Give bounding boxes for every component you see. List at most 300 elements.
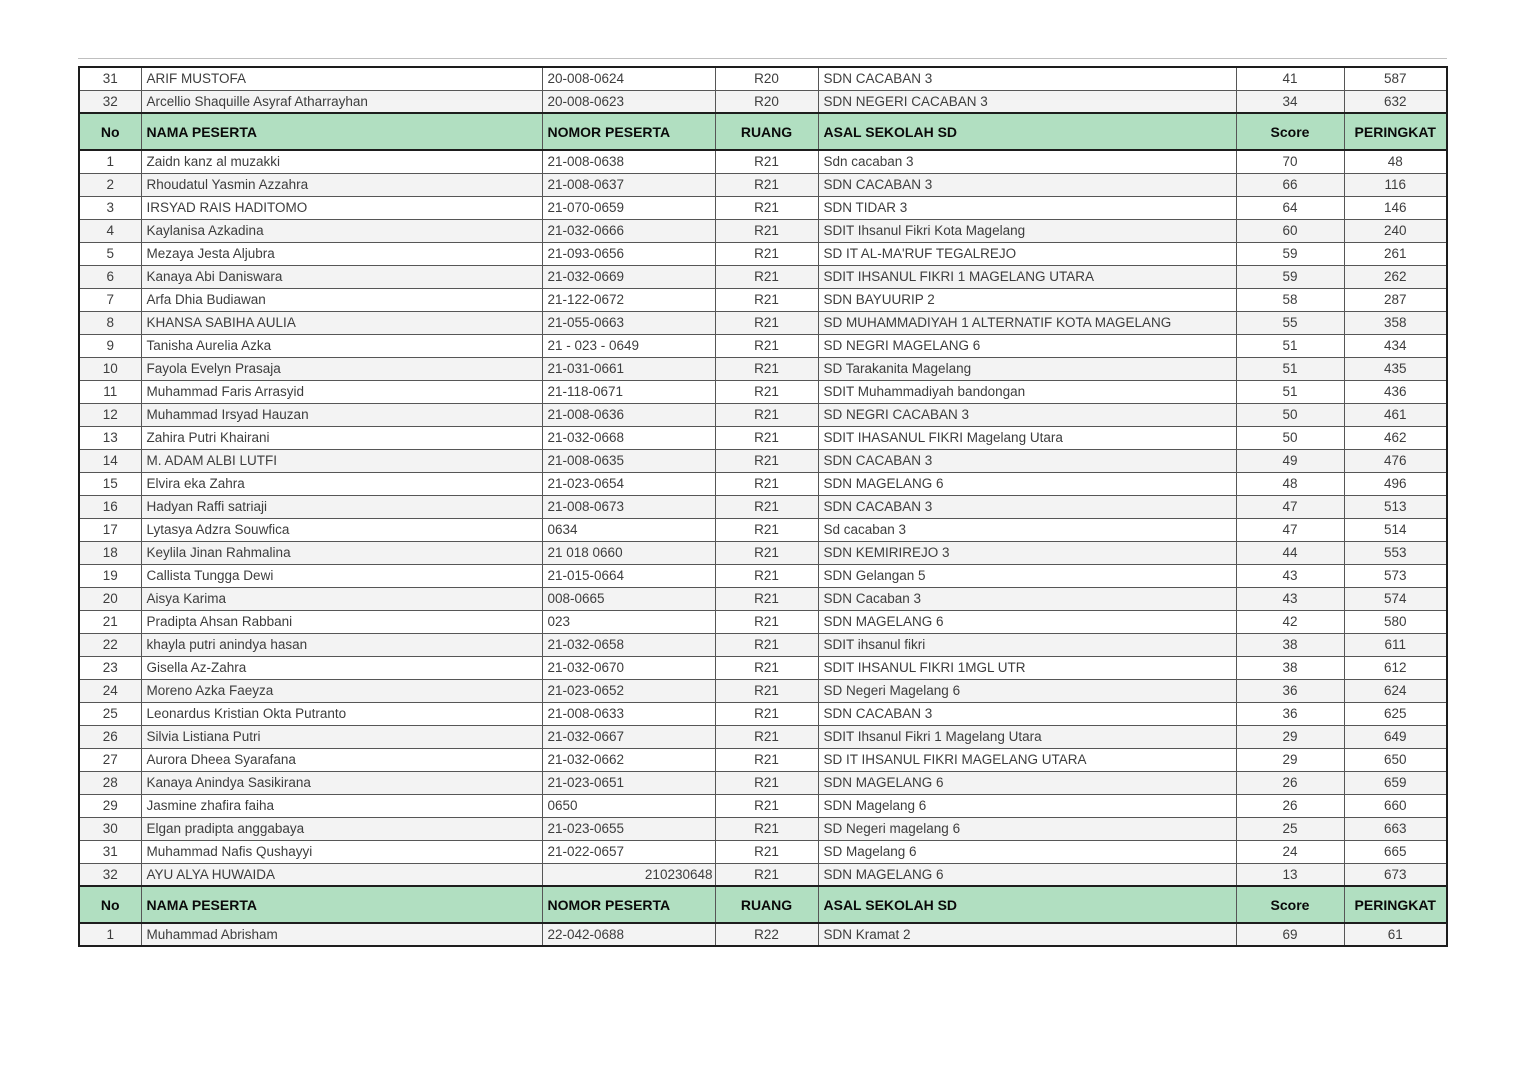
cell-asal: SDIT Ihsanul Fikri Kota Magelang [818, 219, 1236, 242]
cell-asal: SD Negeri Magelang 6 [818, 679, 1236, 702]
cell-ruang: R20 [715, 90, 818, 113]
cell-no: 13 [79, 426, 141, 449]
cell-nomor: 21-008-0673 [542, 495, 715, 518]
cell-asal: SDN MAGELANG 6 [818, 610, 1236, 633]
table-row [79, 265, 1447, 288]
cell-nomor: 21-008-0635 [542, 449, 715, 472]
cell-peringkat: 573 [1344, 564, 1447, 587]
cell-no: 28 [79, 771, 141, 794]
cell-ruang: R21 [715, 587, 818, 610]
column-header-score: Score [1236, 113, 1344, 150]
cell-nomor: 21-023-0655 [542, 817, 715, 840]
cell-nama: Mezaya Jesta Aljubra [141, 242, 542, 265]
cell-peringkat: 434 [1344, 334, 1447, 357]
cell-asal: SDN NEGERI CACABAN 3 [818, 90, 1236, 113]
cell-nama: Pradipta Ahsan Rabbani [141, 610, 542, 633]
cell-asal: SDN BAYUURIP 2 [818, 288, 1236, 311]
cell-asal: SD Tarakanita Magelang [818, 357, 1236, 380]
cell-nama: Zahira Putri Khairani [141, 426, 542, 449]
cell-peringkat: 659 [1344, 771, 1447, 794]
cell-nomor: 21-008-0633 [542, 702, 715, 725]
table-row [79, 702, 1447, 725]
cell-ruang: R21 [715, 610, 818, 633]
cell-nama: IRSYAD RAIS HADITOMO [141, 196, 542, 219]
cell-asal: SDIT ihsanul fikri [818, 633, 1236, 656]
cell-nama: Tanisha Aurelia Azka [141, 334, 542, 357]
cell-asal: SD IT IHSANUL FIKRI MAGELANG UTARA [818, 748, 1236, 771]
cell-score: 44 [1236, 541, 1344, 564]
cell-peringkat: 649 [1344, 725, 1447, 748]
cell-no: 1 [79, 923, 141, 946]
cell-no: 30 [79, 817, 141, 840]
cell-peringkat: 476 [1344, 449, 1447, 472]
cell-no: 25 [79, 702, 141, 725]
cell-ruang: R21 [715, 702, 818, 725]
table-row [79, 288, 1447, 311]
cell-peringkat: 624 [1344, 679, 1447, 702]
cell-nomor: 21-031-0661 [542, 357, 715, 380]
cell-ruang: R22 [715, 923, 818, 946]
column-header-no: No [79, 886, 141, 923]
cell-nama: Elgan pradipta anggabaya [141, 817, 542, 840]
cell-nama: Muhammad Nafis Qushayyi [141, 840, 542, 863]
results-table-container [78, 66, 1447, 947]
cell-no: 31 [79, 67, 141, 90]
cell-peringkat: 48 [1344, 150, 1447, 173]
cell-ruang: R21 [715, 656, 818, 679]
cell-peringkat: 632 [1344, 90, 1447, 113]
cell-nomor: 21-032-0670 [542, 656, 715, 679]
column-header-asal: ASAL SEKOLAH SD [818, 113, 1236, 150]
cell-peringkat: 261 [1344, 242, 1447, 265]
cell-ruang: R21 [715, 863, 818, 886]
table-row [79, 518, 1447, 541]
cell-nama: khayla putri anindya hasan [141, 633, 542, 656]
cell-nama: Silvia Listiana Putri [141, 725, 542, 748]
cell-nama: Lytasya Adzra Souwfica [141, 518, 542, 541]
cell-nomor: 21-023-0654 [542, 472, 715, 495]
cell-score: 29 [1236, 725, 1344, 748]
table-top-hairline [78, 58, 1447, 59]
table-row [79, 449, 1447, 472]
cell-nama: Rhoudatul Yasmin Azzahra [141, 173, 542, 196]
cell-score: 36 [1236, 702, 1344, 725]
cell-no: 20 [79, 587, 141, 610]
cell-peringkat: 461 [1344, 403, 1447, 426]
cell-no: 5 [79, 242, 141, 265]
cell-ruang: R21 [715, 242, 818, 265]
cell-no: 29 [79, 794, 141, 817]
cell-score: 64 [1236, 196, 1344, 219]
cell-score: 60 [1236, 219, 1344, 242]
table-row [79, 403, 1447, 426]
cell-no: 6 [79, 265, 141, 288]
cell-nomor: 21-032-0669 [542, 265, 715, 288]
cell-no: 23 [79, 656, 141, 679]
table-row [79, 564, 1447, 587]
column-header-nama: NAMA PESERTA [141, 886, 542, 923]
table-row [79, 90, 1447, 113]
cell-asal: Sdn cacaban 3 [818, 150, 1236, 173]
cell-ruang: R21 [715, 564, 818, 587]
cell-peringkat: 663 [1344, 817, 1447, 840]
cell-score: 55 [1236, 311, 1344, 334]
cell-nama: Muhammad Faris Arrasyid [141, 380, 542, 403]
cell-peringkat: 650 [1344, 748, 1447, 771]
table-row [79, 610, 1447, 633]
header-row [79, 886, 1447, 923]
cell-nomor: 21-008-0638 [542, 150, 715, 173]
cell-asal: SDIT Muhammadiyah bandongan [818, 380, 1236, 403]
section-ruang-r22 [79, 886, 1447, 946]
cell-peringkat: 580 [1344, 610, 1447, 633]
cell-score: 51 [1236, 357, 1344, 380]
cell-score: 34 [1236, 90, 1344, 113]
column-header-nomor: NOMOR PESERTA [542, 113, 715, 150]
cell-no: 31 [79, 840, 141, 863]
cell-peringkat: 660 [1344, 794, 1447, 817]
cell-asal: SDN CACABAN 3 [818, 67, 1236, 90]
cell-nama: Kanaya Abi Daniswara [141, 265, 542, 288]
cell-score: 13 [1236, 863, 1344, 886]
cell-nomor: 21 018 0660 [542, 541, 715, 564]
column-header-nomor: NOMOR PESERTA [542, 886, 715, 923]
cell-nama: Leonardus Kristian Okta Putranto [141, 702, 542, 725]
cell-score: 50 [1236, 426, 1344, 449]
cell-ruang: R21 [715, 173, 818, 196]
cell-score: 43 [1236, 564, 1344, 587]
table-row [79, 426, 1447, 449]
column-header-peringkat: PERINGKAT [1344, 113, 1447, 150]
cell-nama: Zaidn kanz al muzakki [141, 150, 542, 173]
cell-nomor: 21-032-0662 [542, 748, 715, 771]
cell-ruang: R21 [715, 380, 818, 403]
cell-nama: AYU ALYA HUWAIDA [141, 863, 542, 886]
cell-nama: Aisya Karima [141, 587, 542, 610]
cell-score: 47 [1236, 495, 1344, 518]
cell-score: 49 [1236, 449, 1344, 472]
cell-nomor: 0650 [542, 794, 715, 817]
cell-no: 16 [79, 495, 141, 518]
cell-asal: SDN Kramat 2 [818, 923, 1236, 946]
cell-ruang: R21 [715, 196, 818, 219]
column-header-peringkat: PERINGKAT [1344, 886, 1447, 923]
cell-score: 58 [1236, 288, 1344, 311]
column-header-ruang: RUANG [715, 113, 818, 150]
cell-score: 47 [1236, 518, 1344, 541]
cell-no: 24 [79, 679, 141, 702]
table-row [79, 357, 1447, 380]
table-row [79, 923, 1447, 946]
table-row [79, 725, 1447, 748]
table-row [79, 67, 1447, 90]
cell-ruang: R21 [715, 840, 818, 863]
cell-no: 22 [79, 633, 141, 656]
column-header-asal: ASAL SEKOLAH SD [818, 886, 1236, 923]
table-row [79, 863, 1447, 886]
cell-peringkat: 496 [1344, 472, 1447, 495]
cell-peringkat: 287 [1344, 288, 1447, 311]
cell-ruang: R21 [715, 357, 818, 380]
cell-no: 27 [79, 748, 141, 771]
cell-ruang: R21 [715, 541, 818, 564]
cell-nomor: 21-122-0672 [542, 288, 715, 311]
cell-peringkat: 262 [1344, 265, 1447, 288]
cell-nomor: 21-070-0659 [542, 196, 715, 219]
cell-nomor: 21-093-0656 [542, 242, 715, 265]
column-header-ruang: RUANG [715, 886, 818, 923]
cell-ruang: R21 [715, 771, 818, 794]
cell-asal: SDN KEMIRIREJO 3 [818, 541, 1236, 564]
table-row [79, 771, 1447, 794]
cell-ruang: R21 [715, 817, 818, 840]
cell-score: 43 [1236, 587, 1344, 610]
cell-nama: Kaylanisa Azkadina [141, 219, 542, 242]
cell-no: 4 [79, 219, 141, 242]
cell-ruang: R21 [715, 219, 818, 242]
header-row [79, 113, 1447, 150]
table-row [79, 679, 1447, 702]
cell-ruang: R21 [715, 426, 818, 449]
cell-nomor: 210230648 [542, 863, 715, 886]
cell-score: 26 [1236, 771, 1344, 794]
cell-nomor: 21-032-0667 [542, 725, 715, 748]
cell-nomor: 21-118-0671 [542, 380, 715, 403]
cell-peringkat: 612 [1344, 656, 1447, 679]
cell-asal: SDIT IHSANUL FIKRI 1 MAGELANG UTARA [818, 265, 1236, 288]
cell-no: 9 [79, 334, 141, 357]
cell-peringkat: 574 [1344, 587, 1447, 610]
cell-nama: Muhammad Irsyad Hauzan [141, 403, 542, 426]
table-row [79, 196, 1447, 219]
table-row [79, 380, 1447, 403]
cell-ruang: R21 [715, 449, 818, 472]
cell-ruang: R21 [715, 288, 818, 311]
cell-nama: Muhammad Abrisham [141, 923, 542, 946]
cell-peringkat: 611 [1344, 633, 1447, 656]
cell-ruang: R21 [715, 403, 818, 426]
cell-nama: ARIF MUSTOFA [141, 67, 542, 90]
section-ruang-r21 [79, 113, 1447, 886]
cell-no: 11 [79, 380, 141, 403]
section-ruang-r20-tail [79, 67, 1447, 113]
cell-score: 25 [1236, 817, 1344, 840]
cell-asal: SD NEGRI MAGELANG 6 [818, 334, 1236, 357]
cell-asal: SD IT AL-MA'RUF TEGALREJO [818, 242, 1236, 265]
cell-nama: M. ADAM ALBI LUTFI [141, 449, 542, 472]
cell-nama: Elvira eka Zahra [141, 472, 542, 495]
cell-nama: Arfa Dhia Budiawan [141, 288, 542, 311]
cell-no: 18 [79, 541, 141, 564]
cell-nama: Fayola Evelyn Prasaja [141, 357, 542, 380]
column-header-score: Score [1236, 886, 1344, 923]
cell-asal: SDN CACABAN 3 [818, 702, 1236, 725]
table-row [79, 150, 1447, 173]
cell-asal: SD MUHAMMADIYAH 1 ALTERNATIF KOTA MAGELANG [818, 311, 1236, 334]
cell-score: 41 [1236, 67, 1344, 90]
results-table [78, 66, 1448, 947]
cell-nama: Jasmine zhafira faiha [141, 794, 542, 817]
cell-peringkat: 240 [1344, 219, 1447, 242]
cell-score: 59 [1236, 265, 1344, 288]
cell-asal: SDIT IHSANUL FIKRI 1MGL UTR [818, 656, 1236, 679]
cell-score: 50 [1236, 403, 1344, 426]
cell-nomor: 023 [542, 610, 715, 633]
cell-ruang: R21 [715, 334, 818, 357]
cell-nama: Hadyan Raffi satriaji [141, 495, 542, 518]
cell-no: 1 [79, 150, 141, 173]
column-header-nama: NAMA PESERTA [141, 113, 542, 150]
cell-no: 32 [79, 863, 141, 886]
table-row [79, 334, 1447, 357]
cell-peringkat: 513 [1344, 495, 1447, 518]
table-row [79, 311, 1447, 334]
cell-nama: Moreno Azka Faeyza [141, 679, 542, 702]
table-row [79, 587, 1447, 610]
cell-nomor: 0634 [542, 518, 715, 541]
cell-ruang: R21 [715, 472, 818, 495]
cell-ruang: R21 [715, 679, 818, 702]
cell-nomor: 20-008-0623 [542, 90, 715, 113]
cell-ruang: R21 [715, 633, 818, 656]
cell-score: 38 [1236, 633, 1344, 656]
cell-peringkat: 116 [1344, 173, 1447, 196]
table-row [79, 748, 1447, 771]
cell-asal: SDN Gelangan 5 [818, 564, 1236, 587]
cell-peringkat: 587 [1344, 67, 1447, 90]
cell-no: 32 [79, 90, 141, 113]
cell-nomor: 21-032-0668 [542, 426, 715, 449]
cell-peringkat: 665 [1344, 840, 1447, 863]
table-row [79, 541, 1447, 564]
cell-peringkat: 625 [1344, 702, 1447, 725]
table-row [79, 840, 1447, 863]
column-header-no: No [79, 113, 141, 150]
cell-nomor: 21-008-0637 [542, 173, 715, 196]
cell-asal: SDN MAGELANG 6 [818, 472, 1236, 495]
cell-nomor: 21-055-0663 [542, 311, 715, 334]
cell-peringkat: 435 [1344, 357, 1447, 380]
cell-no: 2 [79, 173, 141, 196]
cell-score: 42 [1236, 610, 1344, 633]
cell-no: 14 [79, 449, 141, 472]
cell-peringkat: 436 [1344, 380, 1447, 403]
cell-score: 69 [1236, 923, 1344, 946]
cell-score: 48 [1236, 472, 1344, 495]
cell-asal: SDN TIDAR 3 [818, 196, 1236, 219]
cell-nama: Kanaya Anindya Sasikirana [141, 771, 542, 794]
cell-ruang: R21 [715, 518, 818, 541]
cell-nama: Gisella Az-Zahra [141, 656, 542, 679]
table-row [79, 817, 1447, 840]
cell-no: 12 [79, 403, 141, 426]
cell-nomor: 21-032-0666 [542, 219, 715, 242]
cell-nama: Arcellio Shaquille Asyraf Atharrayhan [141, 90, 542, 113]
cell-nomor: 21-015-0664 [542, 564, 715, 587]
cell-nomor: 21-008-0636 [542, 403, 715, 426]
table-row [79, 472, 1447, 495]
cell-peringkat: 553 [1344, 541, 1447, 564]
cell-nomor: 008-0665 [542, 587, 715, 610]
cell-nomor: 20-008-0624 [542, 67, 715, 90]
cell-asal: SD Magelang 6 [818, 840, 1236, 863]
cell-no: 10 [79, 357, 141, 380]
table-row [79, 173, 1447, 196]
cell-no: 26 [79, 725, 141, 748]
cell-score: 51 [1236, 380, 1344, 403]
cell-score: 66 [1236, 173, 1344, 196]
cell-score: 51 [1236, 334, 1344, 357]
cell-asal: SDN CACABAN 3 [818, 173, 1236, 196]
cell-nomor: 21-032-0658 [542, 633, 715, 656]
cell-score: 59 [1236, 242, 1344, 265]
cell-ruang: R20 [715, 67, 818, 90]
cell-asal: SD NEGRI CACABAN 3 [818, 403, 1236, 426]
cell-ruang: R21 [715, 150, 818, 173]
cell-no: 15 [79, 472, 141, 495]
cell-score: 26 [1236, 794, 1344, 817]
cell-nomor: 22-042-0688 [542, 923, 715, 946]
table-row [79, 219, 1447, 242]
cell-ruang: R21 [715, 311, 818, 334]
cell-asal: SDN CACABAN 3 [818, 449, 1236, 472]
cell-ruang: R21 [715, 265, 818, 288]
cell-score: 70 [1236, 150, 1344, 173]
cell-nomor: 21-023-0652 [542, 679, 715, 702]
cell-nomor: 21-023-0651 [542, 771, 715, 794]
cell-no: 7 [79, 288, 141, 311]
cell-peringkat: 146 [1344, 196, 1447, 219]
cell-peringkat: 61 [1344, 923, 1447, 946]
cell-peringkat: 358 [1344, 311, 1447, 334]
cell-no: 8 [79, 311, 141, 334]
cell-no: 17 [79, 518, 141, 541]
cell-score: 29 [1236, 748, 1344, 771]
cell-score: 36 [1236, 679, 1344, 702]
cell-nama: Callista Tungga Dewi [141, 564, 542, 587]
table-row [79, 495, 1447, 518]
cell-asal: SDIT IHASANUL FIKRI Magelang Utara [818, 426, 1236, 449]
cell-score: 38 [1236, 656, 1344, 679]
cell-nomor: 21 - 023 - 0649 [542, 334, 715, 357]
cell-asal: SDN Magelang 6 [818, 794, 1236, 817]
cell-peringkat: 673 [1344, 863, 1447, 886]
cell-asal: SDN CACABAN 3 [818, 495, 1236, 518]
cell-ruang: R21 [715, 794, 818, 817]
cell-ruang: R21 [715, 748, 818, 771]
cell-no: 21 [79, 610, 141, 633]
cell-peringkat: 514 [1344, 518, 1447, 541]
cell-ruang: R21 [715, 725, 818, 748]
cell-nomor: 21-022-0657 [542, 840, 715, 863]
table-row [79, 633, 1447, 656]
cell-ruang: R21 [715, 495, 818, 518]
cell-score: 24 [1236, 840, 1344, 863]
table-row [79, 794, 1447, 817]
cell-nama: KHANSA SABIHA AULIA [141, 311, 542, 334]
cell-no: 3 [79, 196, 141, 219]
cell-asal: SD Negeri magelang 6 [818, 817, 1236, 840]
cell-peringkat: 462 [1344, 426, 1447, 449]
cell-asal: SDN Cacaban 3 [818, 587, 1236, 610]
cell-nama: Keylila Jinan Rahmalina [141, 541, 542, 564]
table-row [79, 242, 1447, 265]
cell-asal: SDN MAGELANG 6 [818, 863, 1236, 886]
table-row [79, 656, 1447, 679]
cell-asal: SDIT Ihsanul Fikri 1 Magelang Utara [818, 725, 1236, 748]
cell-asal: Sd cacaban 3 [818, 518, 1236, 541]
cell-nama: Aurora Dheea Syarafana [141, 748, 542, 771]
